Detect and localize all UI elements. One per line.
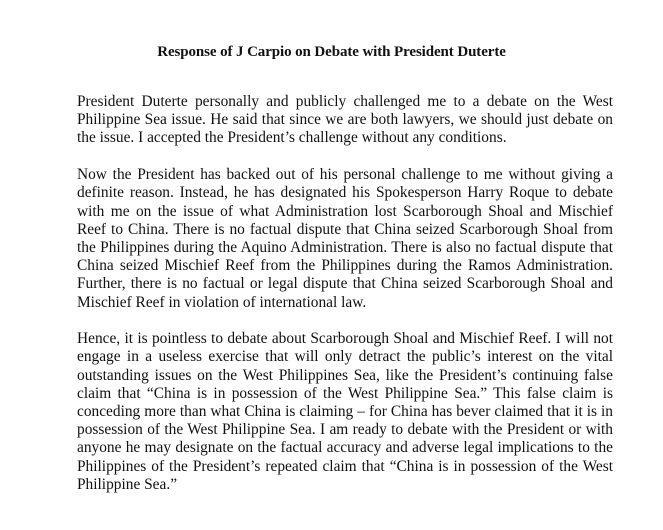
document-body: [77, 93, 613, 512]
paragraph-challenge-accepted: President Duterte personally and publicly challenged me to a debate on the West Philippine Sea issue. He said that since we are both lawyers, we should just debate on the issue. I accepted the President’s challenge without any conditions.: [77, 93, 613, 147]
document-title: Response of J Carpio on Debate with President Duterte: [157, 44, 506, 60]
paragraph-pointless-debate: Hence, it is pointless to debate about Scarborough Shoal and Mischief Reef. I will not engage in a useless exercise that will only detract the public’s interest on the vital outstanding issues on the West Philippines Sea, like the President’s continuing false claim that “China is in possession of the West Philippine Sea.” This false claim is conceding more than what China is claiming – for China has bever claimed that it is in possession of the West Philippine Sea. I am ready to debate with the President or with anyone he may designate on the factual accuracy and adverse legal implications to the Philippines of the President’s repeated claim that “China is in possession of the West Philippine Sea.”: [77, 330, 613, 493]
paragraph-president-backed-out: Now the President has backed out of his personal challenge to me without giving a definite reason. Instead, he has designated his Spokesperson Harry Roque to debate with me on the issue of what Administration lost Scarborough Shoal and Mischief Reef to China. There is no factual dispute that China seized Scarborough Shoal from the Philippines during the Aquino Administration. There is also no factual dispute that China seized Mischief Reef from the Philippines during the Ramos Administration. Further, there is no factual or legal dispute that China seized Scarborough Shoal and Mischief Reef in violation of international law.: [77, 166, 613, 311]
